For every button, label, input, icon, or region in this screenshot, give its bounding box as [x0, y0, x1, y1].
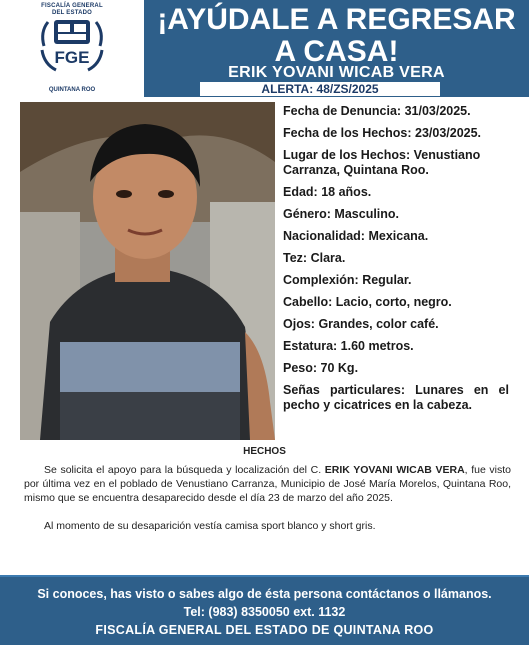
detail-complexion: Complexión: Regular.: [283, 273, 412, 287]
fge-logo: [0, 0, 144, 97]
poster-header: [0, 0, 529, 97]
detail-estatura: Estatura: 1.60 metros.: [283, 339, 414, 353]
person-name: ERIK YOVANI WICAB VERA: [228, 64, 445, 81]
detail-ojos: Ojos: Grandes, color café.: [283, 317, 439, 331]
facts-paragraph-2: Al momento de su desaparición vestía camisa sport blanco y short gris.: [44, 520, 376, 532]
detail-edad: Edad: 18 años.: [283, 185, 372, 199]
detail-tez: Tez: Clara.: [283, 251, 346, 265]
facts-text: [24, 463, 511, 533]
person-details: [283, 104, 509, 420]
contact-footer: [0, 575, 529, 645]
logo-top-text: [0, 3, 144, 17]
detail-fecha-denuncia: Fecha de Denuncia: 31/03/2025.: [283, 104, 471, 118]
photo-illustration: [20, 102, 275, 440]
logo-line1: FISCALÍA GENERAL: [41, 3, 103, 9]
shield-emblem-icon: [34, 16, 110, 78]
facts-heading: HECHOS: [243, 446, 286, 457]
detail-nacionalidad: Nacionalidad: Mexicana.: [283, 229, 429, 243]
detail-cabello: Cabello: Lacio, corto, negro.: [283, 295, 452, 309]
detail-genero: Género: Masculino.: [283, 207, 400, 221]
detail-lugar-hechos: Lugar de los Hechos: Venustiano Carranza, Quintana Roo.: [283, 148, 481, 177]
title-line1: ¡AYÚDALE A REGRESAR: [157, 3, 516, 36]
detail-fecha-hechos: Fecha de los Hechos: 23/03/2025.: [283, 126, 482, 140]
alert-number: ALERTA: 48/ZS/2025: [200, 82, 440, 96]
title-line2: A CASA!: [274, 35, 399, 68]
footer-phone: Tel: (983) 8350050 ext. 1132: [183, 605, 346, 619]
detail-senas: Señas particulares: Lunares en el pecho y cicatrices en la cabeza.: [283, 383, 509, 412]
footer-agency: FISCALÍA GENERAL DEL ESTADO DE QUINTANA ROO: [95, 623, 434, 637]
logo-bottom-text: QUINTANA ROO: [48, 87, 96, 93]
detail-peso: Peso: 70 Kg.: [283, 361, 359, 375]
poster-title: [144, 4, 529, 68]
person-photo: [20, 102, 275, 440]
facts-person-name: ERIK YOVANI WICAB VERA: [324, 464, 465, 476]
logo-line2: DEL ESTADO: [51, 10, 93, 16]
footer-call-to-action: Si conoces, has visto o sabes algo de ésta persona contáctanos o llámanos.: [37, 587, 492, 601]
facts-paragraph-1: Se solicita el apoyo para la búsqueda y localización del C. ERIK YOVANI WICAB VERA, fue visto por última vez en el poblado de Venustiano Carranza, Municipio de José María Morelos, Quintana Roo, mismo que se encuentra desaparecido desde el día 23 de marzo del año 2025.: [24, 464, 511, 504]
logo-mark: FGE: [54, 48, 90, 67]
